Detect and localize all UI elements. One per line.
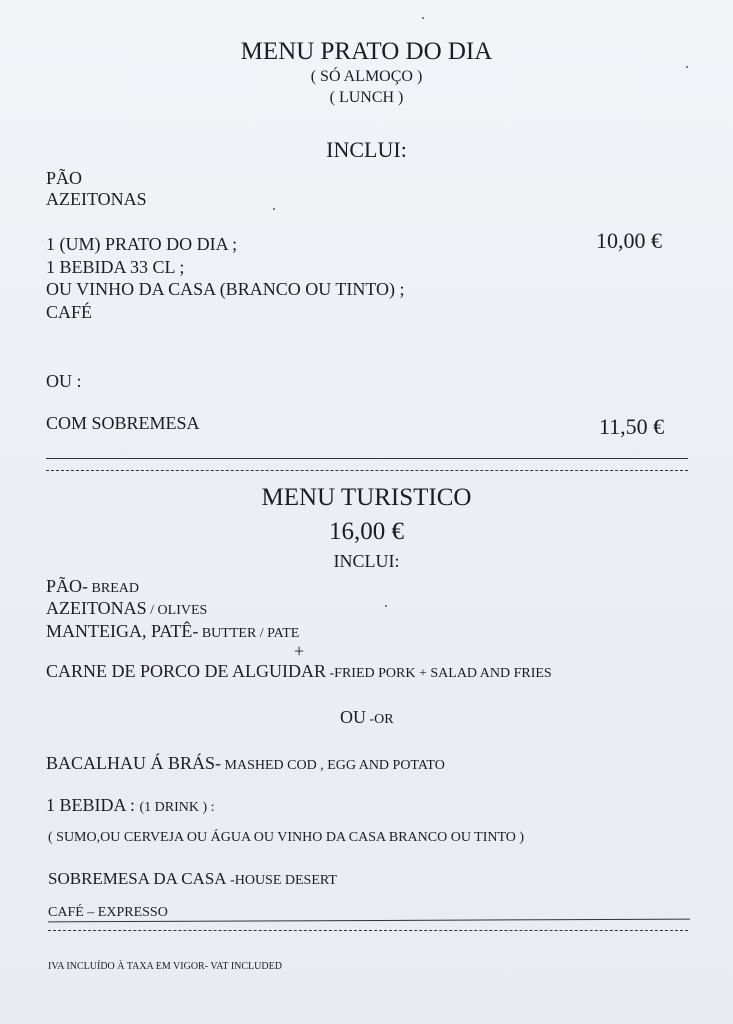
butter-en-label: BUTTER / PATE <box>198 626 300 641</box>
or-en-label: -OR <box>366 712 394 727</box>
bread-label: PÃO- <box>46 576 89 596</box>
line-or <box>340 707 394 728</box>
separator-line <box>46 458 688 459</box>
butter-label: MANTEIGA, PATÊ- <box>46 621 199 641</box>
drink-options: ( SUMO,OU CERVEJA OU ÁGUA OU VINHO DA CASA BRANCO OU TINTO ) <box>48 830 525 845</box>
coffee-label: CAFÉ – EXPRESSO <box>48 905 168 920</box>
line-cod <box>46 753 445 774</box>
item-wine: OU VINHO DA CASA (BRANCO OU TINTO) ; <box>46 279 405 299</box>
or-pt-label: OU <box>340 707 366 727</box>
dessert-label: SOBREMESA DA CASA <box>48 869 227 888</box>
separator-dashed-line <box>46 470 688 471</box>
bread-en-label: BREAD <box>88 581 139 596</box>
paper-speck <box>422 17 424 19</box>
pork-label: CARNE DE PORCO DE ALGUIDAR <box>46 661 327 681</box>
menu-turistico-price: 16,00 € <box>329 518 404 545</box>
olives-label: AZEITONAS <box>46 598 147 618</box>
vat-notice: IVA INCLUÍDO À TAXA EM VIGOR- VAT INCLUDED <box>48 961 282 972</box>
item-drink: 1 BEBIDA 33 CL ; <box>46 257 185 277</box>
item-dish: 1 (UM) PRATO DO DIA ; <box>46 234 238 254</box>
lunch-subtitle: ( LUNCH ) <box>329 89 404 106</box>
plus-sign: + <box>294 641 305 661</box>
paper-speck <box>385 605 387 607</box>
item-bread: PÃO <box>46 168 83 188</box>
bottom-dashed-line <box>48 930 688 931</box>
pork-en-label: -FRIED PORK + SALAD AND FRIES <box>326 666 552 681</box>
drink-en-label: (1 DRINK ) : <box>139 800 215 815</box>
price-with-dessert: 11,50 € <box>599 414 665 439</box>
lunch-only-subtitle: ( SÓ ALMOÇO ) <box>310 68 423 85</box>
line-drink <box>46 795 215 816</box>
item-olives: AZEITONAS <box>46 189 147 209</box>
paper-speck <box>686 66 688 68</box>
line-butter <box>46 621 299 642</box>
price-menu-dia: 10,00 € <box>596 228 662 253</box>
paper-speck <box>273 208 275 210</box>
item-coffee: CAFÉ <box>46 302 93 322</box>
with-dessert-label: COM SOBREMESA <box>46 413 200 433</box>
line-pork <box>46 661 552 682</box>
line-bread <box>46 576 139 597</box>
dessert-en-label: -HOUSE DESERT <box>226 873 337 888</box>
includes-heading-1: INCLUI: <box>326 137 407 162</box>
includes-heading-2: INCLUI: <box>333 551 400 571</box>
cod-en-label: MASHED COD , EGG AND POTATO <box>221 758 445 773</box>
olives-en-label: / OLIVES <box>146 603 208 618</box>
cod-label: BACALHAU Á BRÁS- <box>46 753 222 773</box>
line-dessert <box>48 869 337 889</box>
menu-prato-title: MENU PRATO DO DIA <box>240 38 493 65</box>
drink-label: 1 BEBIDA : <box>46 795 140 815</box>
line-olives <box>46 598 207 619</box>
menu-turistico-title: MENU TURISTICO <box>261 484 472 511</box>
or-label: OU : <box>46 371 82 391</box>
